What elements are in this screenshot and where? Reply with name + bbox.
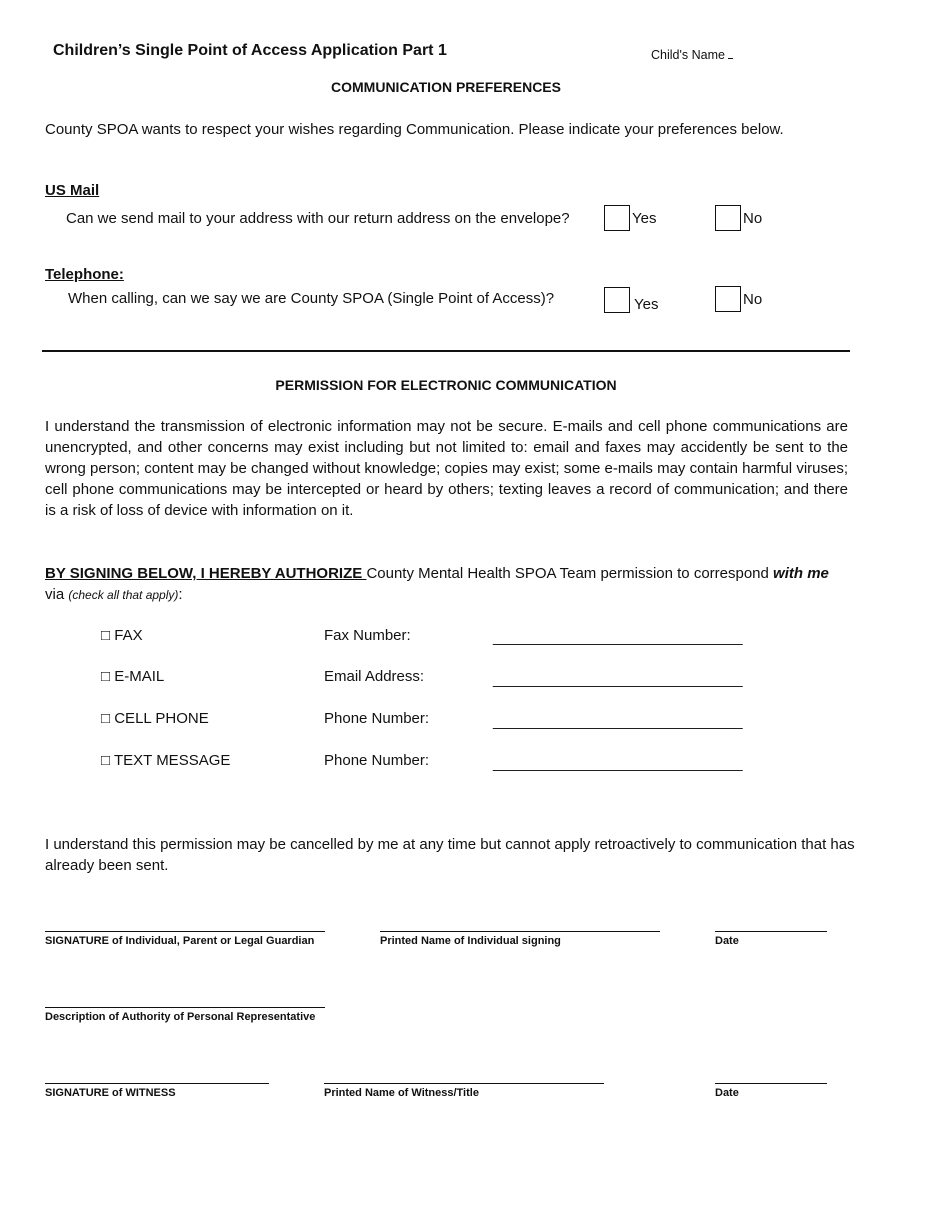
authorization-lead: BY SIGNING BELOW, I HEREBY AUTHORIZE <box>45 565 367 582</box>
authorization-statement <box>45 563 855 606</box>
us-mail-heading: US Mail <box>45 182 100 199</box>
us-mail-no-label: No <box>743 209 763 227</box>
telephone-heading: Telephone: <box>45 266 124 283</box>
authorization-middle: County Mental Health SPOA Team permission to correspond <box>366 565 774 582</box>
cell-phone-number-line[interactable]: _______________________________ <box>493 713 743 730</box>
cancellation-note: I understand this permission may be cancelled by me at any time but cannot apply retroactively to communication that has already been sent. <box>45 836 855 874</box>
individual-printed-name-label: Printed Name of Individual signing <box>380 935 561 947</box>
us-mail-yes-checkbox[interactable] <box>604 205 630 231</box>
authorization-check-note: (check all that apply) <box>68 588 179 602</box>
cell-phone-option[interactable]: □ CELL PHONE <box>101 710 209 727</box>
telephone-yes-label: Yes <box>634 296 659 313</box>
fax-number-label: Fax Number: <box>324 627 411 644</box>
electronic-risk-paragraph: I understand the transmission of electronic information may not be secure. E-mails and cell phone communications are unencrypted, and other concerns may exist including but not limited to: email and faxes may accidently be sent to the wrong person; content may be changed without knowledge; copies may exist; some e-mails may contain harmful viruses; cell phone communications may be intercepted or heard by others; texting leaves a record of communication; and there is a risk of loss of device with information on it. <box>45 418 848 519</box>
telephone-no-option[interactable] <box>715 285 762 313</box>
telephone-question: When calling, can we say we are County SPOA (Single Point of Access)? <box>68 290 555 307</box>
witness-printed-name-label: Printed Name of Witness/Title <box>324 1087 479 1099</box>
fax-number-line[interactable]: _______________________________ <box>493 629 743 646</box>
telephone-no-label: No <box>743 290 763 308</box>
electronic-permission-heading: PERMISSION FOR ELECTRONIC COMMUNICATION <box>275 377 617 393</box>
date-label-2: Date <box>715 1087 739 1099</box>
date-label-1: Date <box>715 935 739 947</box>
witness-signature-line[interactable] <box>45 1083 269 1084</box>
child-name-field[interactable] <box>651 46 733 62</box>
us-mail-yes-label: Yes <box>632 209 657 227</box>
telephone-yes-checkbox[interactable] <box>604 287 630 313</box>
us-mail-no-checkbox[interactable] <box>715 205 741 231</box>
communication-intro: County SPOA wants to respect your wishes regarding Communication. Please indicate your preferences below. <box>45 121 784 138</box>
individual-printed-name-line[interactable] <box>380 931 660 932</box>
cell-phone-number-label: Phone Number: <box>324 710 430 727</box>
witness-printed-name-line[interactable] <box>324 1083 604 1084</box>
text-message-option[interactable]: □ TEXT MESSAGE <box>101 752 231 769</box>
email-address-label: Email Address: <box>324 668 425 685</box>
telephone-no-checkbox[interactable] <box>715 286 741 312</box>
email-option[interactable]: □ E-MAIL <box>101 668 165 685</box>
text-message-number-line[interactable]: _______________________________ <box>493 755 743 772</box>
document-title: Children’s Single Point of Access Application Part 1 <box>53 42 447 59</box>
us-mail-no-option[interactable] <box>715 204 762 232</box>
us-mail-question: Can we send mail to your address with our return address on the envelope? <box>66 210 570 227</box>
section-divider <box>42 350 850 352</box>
authorization-via: via <box>45 586 69 603</box>
date-line-1[interactable] <box>715 931 827 932</box>
date-line-2[interactable] <box>715 1083 827 1084</box>
child-name-label: Child's Name <box>651 48 725 62</box>
telephone-yes-option[interactable] <box>604 285 658 313</box>
authority-description-label: Description of Authority of Personal Representative <box>45 1011 316 1023</box>
email-address-line[interactable]: _______________________________ <box>493 671 743 688</box>
witness-signature-label: SIGNATURE of WITNESS <box>45 1087 176 1099</box>
us-mail-yes-option[interactable] <box>604 204 656 232</box>
authorization-colon: : <box>178 586 183 603</box>
authority-description-line[interactable] <box>45 1007 325 1008</box>
authorization-emphasis: with me <box>773 565 829 582</box>
child-name-blank[interactable] <box>728 46 733 59</box>
text-message-number-label: Phone Number: <box>324 752 430 769</box>
fax-option[interactable]: □ FAX <box>101 627 143 644</box>
individual-signature-label: SIGNATURE of Individual, Parent or Legal Guardian <box>45 935 315 947</box>
communication-preferences-heading: COMMUNICATION PREFERENCES <box>331 79 561 95</box>
individual-signature-line[interactable] <box>45 931 325 932</box>
